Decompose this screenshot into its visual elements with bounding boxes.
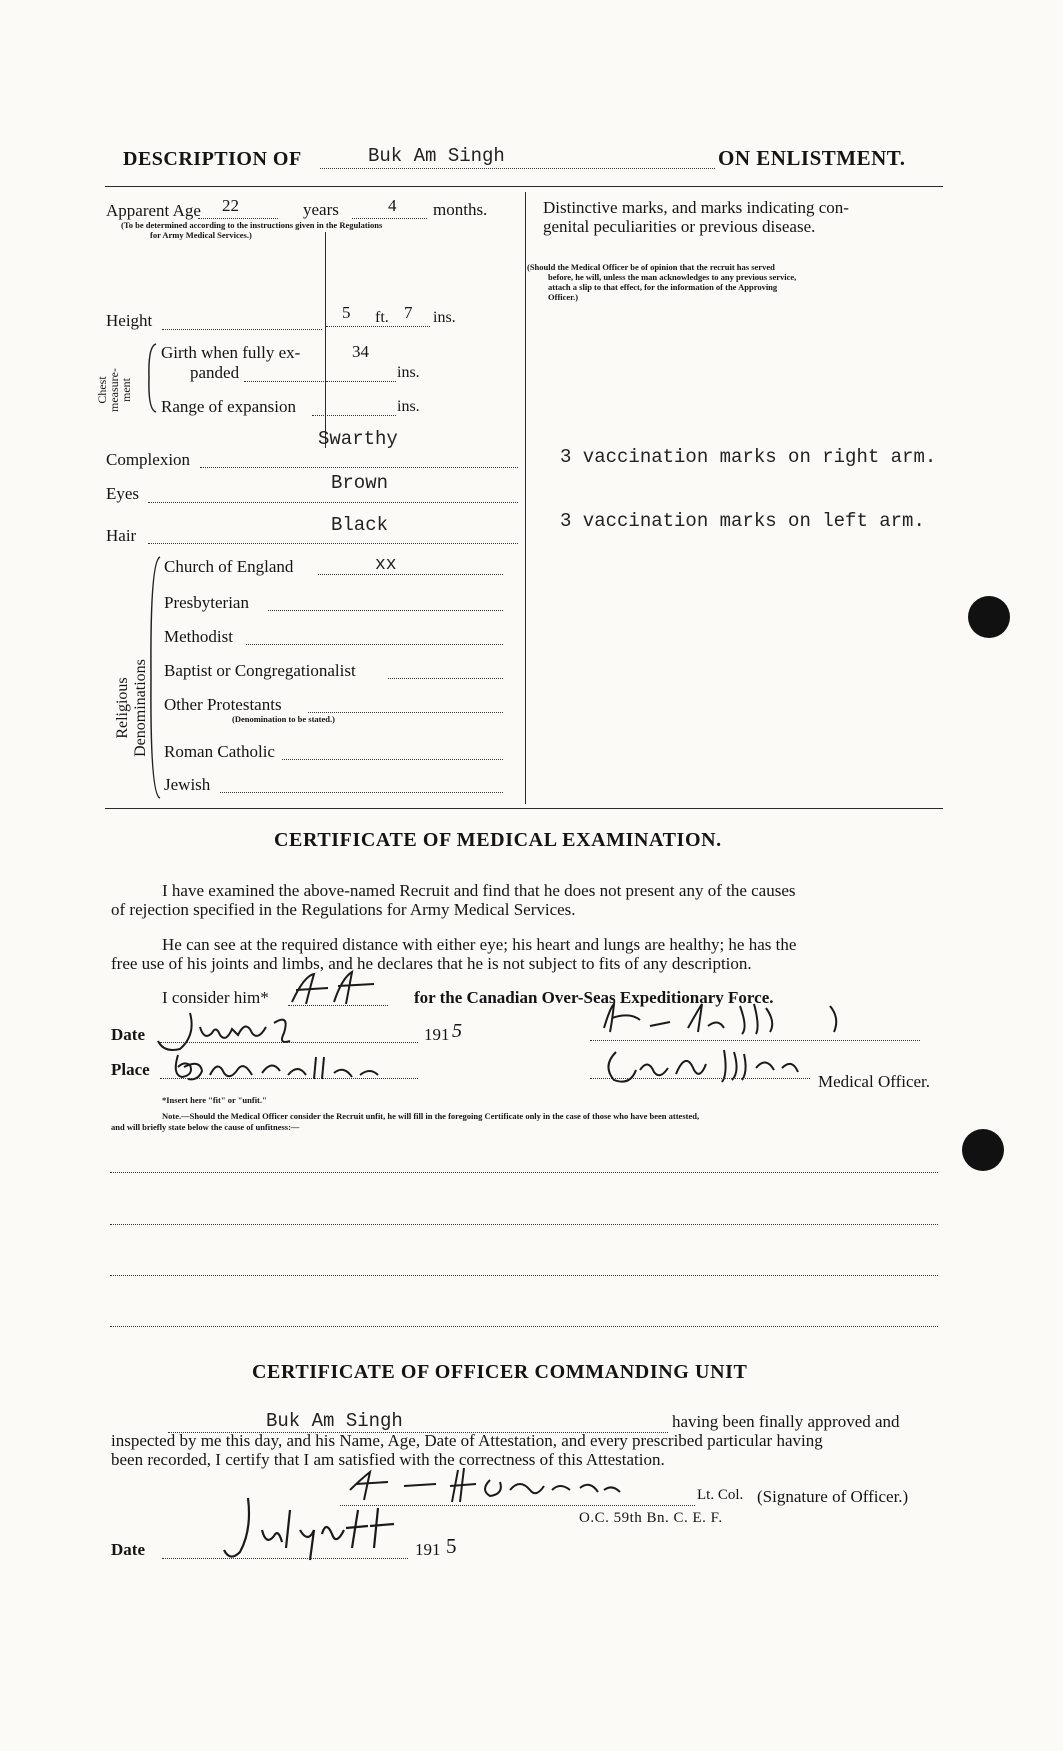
medical-para1-line1: I have examined the above-named Recruit and find that he does not present any of the causes — [162, 881, 796, 900]
complexion-value: Swarthy — [318, 428, 398, 450]
eyes-line — [148, 502, 518, 503]
eyes-value: Brown — [331, 472, 389, 494]
height-label: Height — [106, 311, 153, 330]
chest-side-1: Chest — [95, 376, 109, 404]
marks-note-1: (Should the Medical Officer be of opinion that the recruit has served — [527, 262, 775, 272]
medical-place-line — [160, 1078, 418, 1079]
header-rule — [105, 186, 943, 187]
other-protestants-label: Other Protestants — [164, 695, 282, 714]
unfit-note-2: and will briefly state below the cause of unfitness:— — [111, 1122, 300, 1132]
girth-label-2: panded — [190, 363, 240, 382]
chest-side-label — [96, 360, 132, 420]
signature-line-2 — [590, 1078, 810, 1079]
age-months-label: months. — [433, 200, 488, 219]
baptist-line — [388, 678, 503, 679]
girth-label-1: Girth when fully ex- — [161, 343, 301, 362]
other-note: (Denomination to be stated.) — [232, 714, 335, 724]
medical-officer-label: Medical Officer. — [818, 1072, 931, 1091]
description-suffix: ON ENLISTMENT. — [718, 146, 906, 170]
methodist-label: Methodist — [164, 627, 233, 646]
height-ins-label: ins. — [433, 309, 456, 326]
age-years-label: years — [303, 200, 339, 219]
unfit-note-1: Note.—Should the Medical Officer consider the Recruit unfit, he will fill in the foregoing Certificate only in the case of those who have been attested, — [162, 1111, 700, 1121]
hair-line — [148, 543, 518, 544]
medical-para1-line2: of rejection specified in the Regulations for Army Medical Services. — [111, 900, 576, 919]
unfitness-line — [110, 1275, 938, 1276]
girth-line-a — [244, 381, 324, 382]
church-of-england-label: Church of England — [164, 557, 294, 576]
medical-title: CERTIFICATE OF MEDICAL EXAMINATION. — [274, 829, 722, 851]
description-prefix: DESCRIPTION OF — [123, 148, 302, 170]
marks-heading-2: genital peculiarities or previous disease. — [543, 217, 816, 236]
commanding-recruit-name: Buk Am Singh — [266, 1410, 403, 1432]
presbyterian-label: Presbyterian — [164, 593, 249, 612]
age-months-value: 4 — [388, 196, 397, 215]
age-months-line — [352, 218, 427, 219]
religion-side-1: Religious — [114, 677, 131, 739]
chest-side-2: measure- — [107, 368, 121, 412]
other-line — [308, 712, 503, 713]
examiner-signature — [590, 998, 880, 1043]
height-line-a — [162, 329, 322, 330]
unfitness-line — [110, 1224, 938, 1225]
unfitness-line — [110, 1172, 938, 1173]
girth-value: 34 — [352, 342, 369, 361]
commanding-line1-suffix: having been finally approved and — [672, 1412, 900, 1431]
medical-place-label: Place — [111, 1060, 150, 1079]
punch-hole — [962, 1129, 1004, 1171]
jewish-line — [220, 792, 503, 793]
mark-1: 3 vaccination marks on right arm. — [560, 446, 937, 468]
marks-note-3: attach a slip to that effect, for the information of the Approving — [548, 282, 778, 292]
height-ins-value: 7 — [404, 303, 413, 322]
marks-note-4: Officer.) — [548, 292, 579, 302]
insert-note: *Insert here "fit" or "unfit." — [162, 1095, 267, 1105]
unfitness-line — [110, 1326, 938, 1327]
medical-para2-line2: free use of his joints and limbs, and he declares that he is not subject to fits of any description. — [111, 954, 752, 973]
column-divider — [525, 192, 526, 804]
presbyterian-line — [268, 610, 503, 611]
complexion-line — [200, 467, 518, 468]
chest-bracket — [146, 342, 158, 414]
methodist-line — [246, 644, 503, 645]
age-label: Apparent Age — [106, 201, 201, 220]
commanding-date-line — [162, 1558, 408, 1559]
church-line — [318, 574, 503, 575]
girth-line-b — [326, 381, 396, 382]
commanding-date-label: Date — [111, 1540, 145, 1559]
medical-date-line — [160, 1042, 418, 1043]
commanding-title: CERTIFICATE OF OFFICER COMMANDING UNIT — [252, 1361, 748, 1383]
age-note-1: (To be determined according to the instructions given in the Regulations — [121, 220, 383, 230]
commanding-line2: inspected by me this day, and his Name, Age, Date of Attestation, and every prescribed particular having — [111, 1431, 823, 1450]
consider-prefix: I consider him* — [162, 988, 269, 1007]
name-line — [320, 168, 715, 169]
consider-suffix: for the Canadian Over-Seas Expeditionary Force. — [414, 988, 774, 1007]
hair-label: Hair — [106, 526, 137, 545]
commanding-rank: Lt. Col. — [697, 1487, 744, 1503]
age-years-line — [198, 218, 278, 219]
punch-hole — [968, 596, 1010, 638]
medical-year-hand: 5 — [452, 1020, 462, 1042]
height-line-b — [326, 326, 430, 327]
medical-date-label: Date — [111, 1025, 145, 1044]
commanding-signature-label: (Signature of Officer.) — [757, 1487, 909, 1506]
recruit-name: Buk Am Singh — [368, 145, 505, 167]
section-rule — [105, 808, 943, 809]
range-unit: ins. — [397, 398, 420, 415]
commanding-unit: O.C. 59th Bn. C. E. F. — [579, 1510, 723, 1526]
hair-value: Black — [331, 514, 389, 536]
height-ft-value: 5 — [342, 303, 351, 322]
commanding-line3: been recorded, I certify that I am satisfied with the correctness of this Attestation. — [111, 1450, 665, 1469]
commanding-year-hand: 5 — [446, 1534, 457, 1558]
jewish-label: Jewish — [164, 775, 211, 794]
place-handwriting — [148, 1045, 428, 1090]
mark-2: 3 vaccination marks on left arm. — [560, 510, 925, 532]
catholic-line — [282, 759, 503, 760]
age-years-value: 22 — [222, 196, 239, 215]
height-ft-label: ft. — [375, 309, 389, 326]
religion-side-2: Denominations — [132, 659, 149, 757]
religion-bracket — [148, 555, 162, 800]
roman-catholic-label: Roman Catholic — [164, 742, 275, 761]
age-note-2: for Army Medical Services.) — [150, 230, 252, 240]
commanding-year-printed: 191 — [415, 1540, 441, 1559]
girth-unit: ins. — [397, 364, 420, 381]
marks-note-2: before, he will, unless the man acknowledges to any previous service, — [548, 272, 797, 282]
complexion-label: Complexion — [106, 450, 191, 469]
religion-side-label — [114, 628, 150, 788]
eyes-label: Eyes — [106, 484, 140, 503]
range-line — [312, 415, 396, 416]
medical-year-printed: 191 — [424, 1025, 450, 1044]
range-label: Range of expansion — [161, 397, 297, 416]
marks-heading-1: Distinctive marks, and marks indicating con- — [543, 198, 849, 217]
medical-para2-line1: He can see at the required distance with either eye; his heart and lungs are healthy; he has the — [162, 935, 797, 954]
church-of-england-mark: xx — [375, 555, 397, 575]
baptist-label: Baptist or Congregationalist — [164, 661, 356, 680]
fit-handwriting — [282, 968, 392, 1010]
chest-side-3: ment — [119, 378, 133, 402]
